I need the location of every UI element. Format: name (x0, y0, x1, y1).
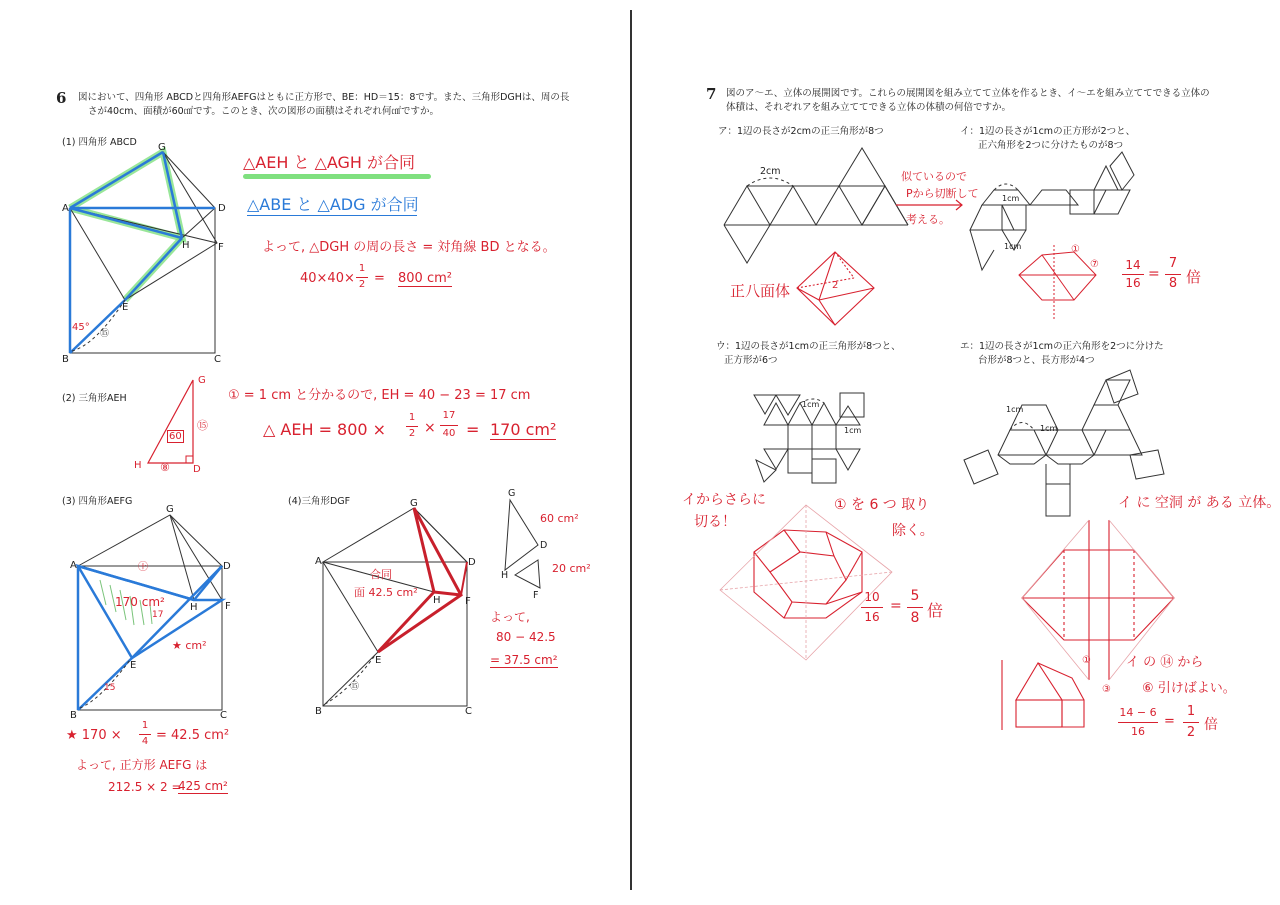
dim-i-1: 1cm (1002, 194, 1020, 203)
label-a: ア：1辺の長さが2cmの正三角形が8つ (718, 126, 884, 137)
area-170: 170 cm² (115, 595, 165, 609)
part3-label: (3) 四角形AEFG (62, 496, 133, 507)
u-eq-num: 5 (910, 588, 920, 604)
e-m1: ① (1082, 655, 1091, 666)
small-h: H (501, 570, 509, 581)
be-15: 15 (104, 683, 116, 693)
answer-4: = 37.5 cm² (490, 653, 558, 667)
e-suffix: 倍 (1204, 717, 1218, 733)
svg-text:C: C (465, 706, 472, 717)
svg-text:C: C (214, 354, 221, 365)
dim-e-1: 1cm (1006, 405, 1024, 414)
e-note-3: ⑥ 引けばよい。 (1142, 681, 1236, 696)
note-congruent-aeh: △AEH と △AGH が合同 (243, 153, 416, 172)
label-i-2: 正六角形を2つに分けたものが8つ (978, 140, 1124, 151)
svg-text:B: B (315, 706, 322, 717)
frac1-num: 1 (408, 412, 416, 423)
circle-15-b: ⑮ (350, 682, 360, 692)
i-frac-den: 16 (1125, 276, 1141, 290)
question-6-text-line1: 図において、四角形 ABCDと四角形AEFGはともに正方形で、BE：HD＝15：8です。また、三角形DGHは、周の長 (78, 92, 570, 103)
part4-label: (4)三角形DGF (288, 496, 351, 507)
calc-area: 40×40× (300, 271, 355, 286)
mark-i-1: ① (1071, 244, 1080, 255)
note-congruent-abe: △ABE と △ADG が合同 (247, 195, 419, 214)
pt-d-small: D (193, 464, 201, 475)
arrow-note-2: Pから切断して (906, 187, 979, 200)
svg-text:H: H (433, 595, 441, 606)
svg-text:B: B (62, 354, 69, 365)
arrow-note-1: 似ているので (901, 170, 967, 183)
svg-text:A: A (70, 560, 77, 571)
small-f: F (533, 590, 539, 601)
question-7-text-line2: 体積は、それぞれアを組み立ててできる立体の体積の何倍ですか。 (726, 102, 1012, 113)
u-note-2: 切る！ (694, 514, 736, 530)
pt-h-small: H (134, 460, 142, 471)
svg-text:G: G (158, 142, 166, 153)
svg-text:F: F (218, 242, 224, 253)
e-eq-den: 2 (1186, 725, 1196, 740)
question-7-number: 7 (706, 85, 717, 103)
svg-text:G: G (166, 504, 174, 515)
frac-den: 2 (358, 279, 366, 290)
dim-u-2: 1cm (844, 426, 862, 435)
part1-label: (1) 四角形 ABCD (62, 137, 137, 148)
right-page: 7 図のア～エ、立体の展開図です。これらの展開図を組み立てて立体を作るとき、イ～エを組み立ててできる立体の 体積は、それぞれアを組み立ててできる立体の体積の何倍ですか。 ア：1辺の長さが2cmの正三角形が8つ 2cm 正八面体 2 似ているので Pから切断して 考える。 イ：1辺の長さが1cmの正方形が2つと、 正六角形を2つに分けたものが8つ 1cm 1cm ① ⑦ 14 16 = 7 8 倍 ウ：1辺の長さが1cmの正三角形が8つと、 正方形が6つ 1cm 1cm イからさらに 切る！ ① を 6 つ 取り 除く。 10 16 = 5 8 倍 エ：1辺の長さが1cmの正六角形を2つに分けた 台形が8つと、長方形が4つ 1cm 1cm イ に 空洞 が ある 立体。 ① ③ イ の ⑭ から ⑥ 引けばよい。 14 − 6 16 = 1 2 倍 (634, 0, 1280, 905)
left-page: 6 図において、四角形 ABCDと四角形AEFGはともに正方形で、BE：HD＝15：8です。また、三角形DGHは、周の長 さが40cm、面積が60㎠です。このとき、次の図形の面積はそれぞれ何㎠ですか。 (1) 四角形 ABCD A B C D E F G H 45° ⑮ △AEH と △AGH が合同 △ABE と △ADG が合同 よって, △DGH の周の長さ = 対角線 BD となる。 40×40× 1 2 = 800 cm² (2) 三角形AEH G H D 60 ⑮ ⑧ ① = 1 cm と分かるので, EH = 40 − 23 = 17 cm △ AEH = 800 × 1 2 × 17 40 = 170 cm² (3) 四角形AEFG A B C D E F G H 170 cm² 17 ㊉ ★ cm² 15 ★ 170 × 1 4 = 42.5 cm² よって, 正方形 AEFG は 212.5 × 2 = 425 cm² (4)三角形DGF A B C D E F G H 合同 面 42.5 cm² ⑮ G D H F 60 cm² 20 cm² よって, 80 − 42.5 = 37.5 cm² (0, 0, 630, 905)
question-6-text-line2: さが40cm、面積が60㎠です。このとき、次の図形の面積はそれぞれ何㎠ですか。 (88, 106, 440, 117)
side-area-60: 60 cm² (540, 512, 579, 525)
frac2-den: 40 (442, 428, 456, 439)
small-d: D (540, 540, 548, 551)
svg-text:E: E (130, 660, 137, 671)
svg-text:E: E (375, 655, 382, 666)
u-note-1: イからさらに (682, 492, 766, 508)
svg-text:F: F (225, 601, 231, 612)
u-frac-den: 16 (864, 610, 880, 624)
oct-dim: 2 (832, 280, 839, 291)
answer-2: 170 cm² (490, 420, 557, 439)
question-6-number: 6 (56, 89, 67, 107)
note-octahedron: 正八面体 (730, 282, 791, 300)
tri-side-8: ⑧ (160, 461, 170, 474)
tri-side-15: ⑮ (197, 419, 208, 432)
i-eq-den: 8 (1168, 276, 1178, 291)
svg-text:H: H (190, 602, 198, 613)
e-frac-bar (1118, 722, 1158, 723)
calc-star-result: = 42.5 cm² (156, 728, 230, 743)
mark-i-7: ⑦ (1090, 259, 1099, 270)
svg-text:H: H (182, 240, 190, 251)
part2-label: (2) 三角形AEH (62, 393, 127, 404)
area-42-5: 面 42.5 cm² (354, 586, 418, 599)
svg-text:D: D (218, 203, 226, 214)
label-u-2: 正方形が6つ (724, 355, 778, 366)
e-note-2: イ の ⑭ から (1126, 655, 1204, 670)
u-suffix: 倍 (927, 601, 944, 620)
arrow-note-3: 考える。 (906, 213, 950, 226)
star-cm: ★ cm² (172, 639, 207, 652)
angle-45: 45° (72, 322, 90, 333)
question-7-text-line1: 図のア～エ、立体の展開図です。これらの展開図を組み立てて立体を作るとき、イ～エを組み立ててできる立体の (726, 88, 1210, 99)
calc-star: ★ 170 × (66, 728, 122, 743)
frac3-den: 4 (141, 736, 149, 747)
calc-80: 80 − 42.5 (496, 630, 556, 644)
svg-text:A: A (62, 203, 69, 214)
e-frac-den: 16 (1131, 725, 1145, 738)
dim-e-2: 1cm (1040, 424, 1058, 433)
e-note-1: イ に 空洞 が ある 立体。 (1118, 495, 1280, 511)
u-note-3: ① を 6 つ 取り (834, 497, 930, 513)
mark-box: ㊉ (138, 562, 148, 573)
page-divider (630, 10, 632, 890)
label-e-1: エ：1辺の長さが1cmの正六角形を2つに分けた (960, 341, 1164, 352)
answer-1: 800 cm² (398, 271, 452, 286)
e-eq-num: 1 (1186, 704, 1196, 719)
circle-15-label: ⑮ (100, 329, 110, 339)
e-m3: ③ (1102, 684, 1111, 695)
e-frac-num: 14 − 6 (1119, 706, 1157, 719)
i-suffix: 倍 (1186, 268, 1202, 286)
svg-text:D: D (468, 557, 476, 568)
svg-text:E: E (122, 302, 129, 313)
note-eh: ① = 1 cm と分かるので, EH = 40 − 23 = 17 cm (228, 388, 531, 403)
dim-u-1: 1cm (802, 400, 820, 409)
tri-area-60: 60 (169, 431, 182, 442)
u-eq-den: 8 (910, 610, 920, 626)
note-perimeter: よって, △DGH の周の長さ = 対角線 BD となる。 (262, 240, 556, 255)
label-e-2: 台形が8つと、長方形が4つ (978, 355, 1095, 366)
answer-3: 425 cm² (178, 779, 228, 793)
label-i-1: イ：1辺の長さが1cmの正方形が2つと、 (960, 126, 1136, 137)
final-calc: 212.5 × 2 = (108, 780, 182, 794)
small-g: G (508, 488, 516, 499)
svg-text:A: A (315, 556, 322, 567)
i-eq-num: 7 (1168, 256, 1178, 271)
u-frac-num: 10 (864, 590, 880, 604)
figure-dgf (0, 0, 630, 905)
calc-aeh: △ AEH = 800 × (263, 420, 387, 439)
svg-text:B: B (70, 710, 77, 721)
note-square: よって, 正方形 AEFG は (76, 758, 208, 772)
frac3-num: 1 (141, 720, 149, 731)
svg-text:F: F (465, 596, 471, 607)
pt-g-small: G (198, 375, 206, 386)
hollow-solid (634, 0, 1280, 905)
frac2-num: 17 (442, 410, 456, 421)
e-eq-bar (1183, 722, 1199, 723)
svg-text:G: G (410, 498, 418, 509)
svg-text:D: D (223, 561, 231, 572)
svg-text:C: C (220, 710, 227, 721)
side-area-20: 20 cm² (552, 562, 591, 575)
dim-2cm: 2cm (760, 166, 781, 177)
mark-17: 17 (152, 610, 164, 620)
frac1-den: 2 (408, 428, 416, 439)
note-yotte: よって, (490, 610, 530, 624)
i-frac-num: 14 (1125, 258, 1141, 272)
u-note-4: 除く。 (892, 523, 934, 539)
congruent-label: 合同 (370, 568, 392, 581)
dim-i-2: 1cm (1004, 242, 1022, 251)
frac-num: 1 (358, 263, 366, 274)
label-u-1: ウ：1辺の長さが1cmの正三角形が8つと、 (716, 341, 901, 352)
